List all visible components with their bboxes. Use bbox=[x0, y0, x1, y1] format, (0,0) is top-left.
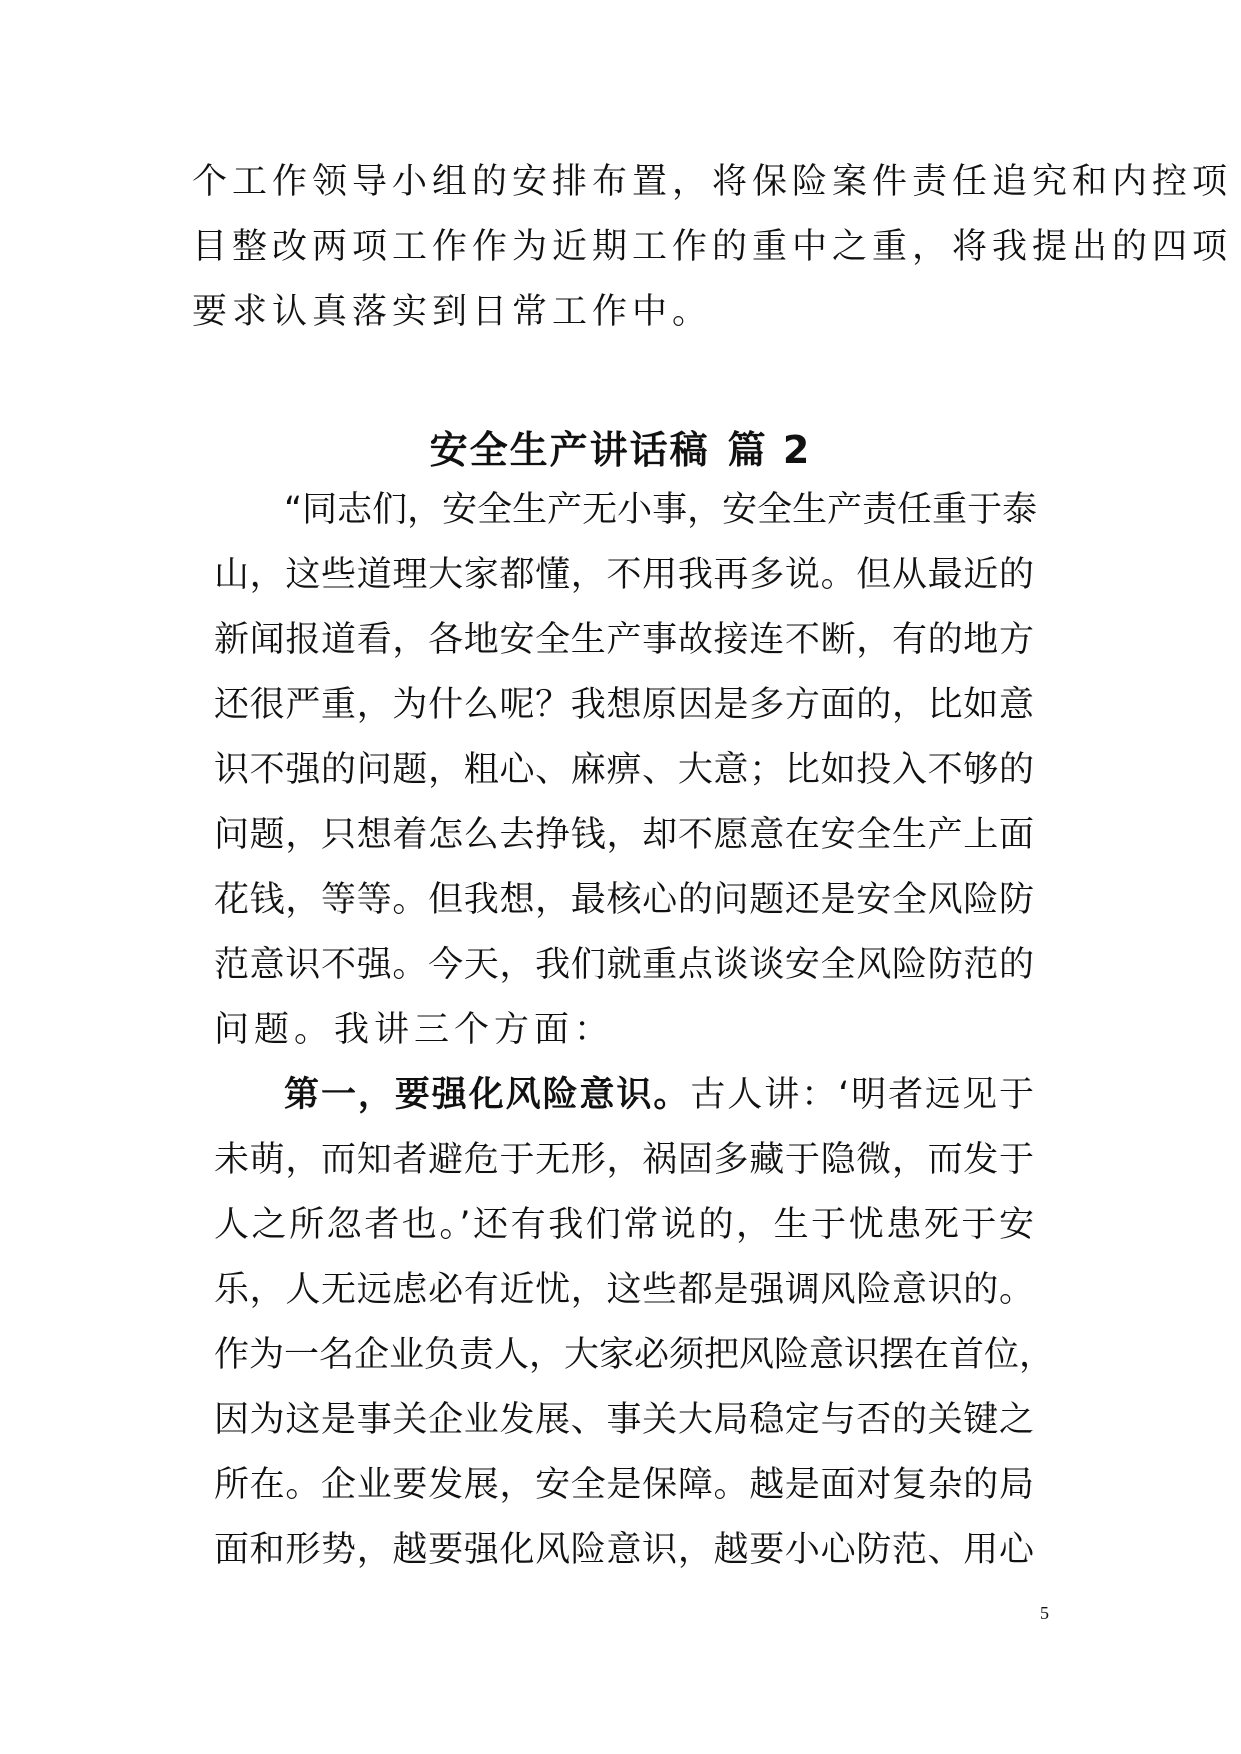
section-title bbox=[0, 420, 1241, 480]
text-line: 个工作领导小组的安排布置，将保险案件责任追究和内控项 bbox=[192, 162, 1233, 202]
text-line: 还很严重，为什么呢？我想原因是多方面的，比如意 bbox=[214, 685, 1034, 725]
text-line: 乐，人无远虑必有近忧，这些都是强调风险意识的。 bbox=[214, 1270, 1034, 1310]
title-text: 安全生产讲话稿 bbox=[429, 428, 710, 472]
text-line: 未萌，而知者避危于无形，祸固多藏于隐微，而发于 bbox=[214, 1140, 1034, 1180]
text-line: “同志们，安全生产无小事，安全生产责任重于泰 bbox=[284, 490, 1038, 530]
text-line: 要求认真落实到日常工作中。 bbox=[192, 292, 713, 332]
text-line: 人之所忽者也。’还有我们常说的，生于忧患死于安 bbox=[214, 1205, 1034, 1245]
text-line: 花钱，等等。但我想，最核心的问题还是安全风险防 bbox=[214, 880, 1034, 920]
text-segment: 古人讲：‘明者远见于 bbox=[690, 1075, 1034, 1115]
text-line: 山，这些道理大家都懂，不用我再多说。但从最近的 bbox=[214, 555, 1034, 595]
text-line bbox=[214, 1063, 1034, 1128]
text-line: 目整改两项工作作为近期工作的重中之重，将我提出的四项 bbox=[192, 227, 1233, 267]
text-line: 范意识不强。今天，我们就重点谈谈安全风险防范的 bbox=[214, 945, 1034, 985]
text-line: 新闻报道看，各地安全生产事故接连不断，有的地方 bbox=[214, 620, 1034, 660]
intro-paragraph bbox=[192, 150, 1233, 345]
text-line: 作为一名企业负责人，大家必须把风险意识摆在首位， bbox=[214, 1335, 1055, 1375]
page-number: 5 bbox=[1040, 1603, 1049, 1623]
text-line: 识不强的问题，粗心、麻痹、大意；比如投入不够的 bbox=[214, 750, 1034, 790]
text-line: 问题。我讲三个方面： bbox=[214, 1010, 615, 1050]
title-number: 篇 2 bbox=[727, 428, 812, 472]
point-heading: 第一，要强化风险意识。 bbox=[284, 1075, 691, 1115]
text-line: 所在。企业要发展，安全是保障。越是面对复杂的局 bbox=[214, 1465, 1034, 1505]
body-text bbox=[214, 478, 1055, 1583]
text-line: 因为这是事关企业发展、事关大局稳定与否的关键之 bbox=[214, 1400, 1034, 1440]
text-line: 面和形势，越要强化风险意识，越要小心防范、用心 bbox=[214, 1530, 1034, 1570]
text-line: 问题，只想着怎么去挣钱，却不愿意在安全生产上面 bbox=[214, 815, 1034, 855]
